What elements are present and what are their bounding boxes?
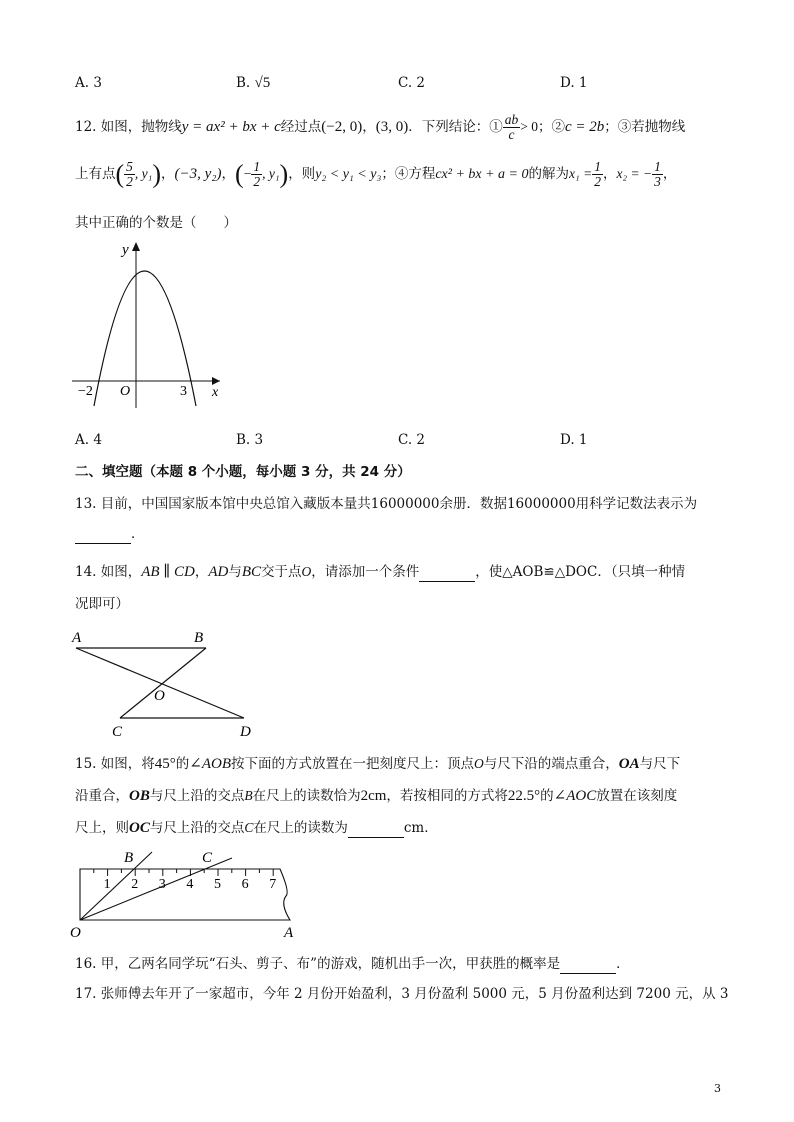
q12-frac-x2: $\frac{1}{3}$ xyxy=(654,159,661,189)
q11-option-b xyxy=(236,75,270,92)
q12-graph-origin: O xyxy=(120,384,131,399)
q12-frac-1-2: $\frac{1}{2}$ xyxy=(253,159,261,189)
q12-c2-expr: c = 2b xyxy=(564,119,605,135)
q12-line-1 xyxy=(75,113,685,142)
q12-line-2: 上有点( $\frac{5}{2}$ , y₁)，(−3, y₂)，(− $\frac{1}{2}$ , y₁)，则y₂ < y₁ < y₃；④方程cx² + bx + a = 0的解为x₁ = $\frac{1}{2}$ ，x₂ = − $\frac{1}{3}$ ， xyxy=(75,159,677,189)
q12-option-a: A. 4 xyxy=(75,432,102,448)
q14-parallel: AB ∥ CD xyxy=(141,564,195,580)
q11-option-a: A. 3 xyxy=(75,75,102,91)
q12-point-2: (3, 0) xyxy=(375,119,409,135)
q15-ruler-tick-label: 1 xyxy=(103,877,111,892)
q14-segment-bc xyxy=(120,648,206,718)
q12-c2: ；② xyxy=(537,119,565,135)
q14-label-c: C xyxy=(112,724,123,740)
q15-ruler-tick-label: 7 xyxy=(269,877,277,892)
q12-expr: y = ax² + bx + c xyxy=(181,119,281,135)
q12-graph-neg2: −2 xyxy=(78,384,93,399)
q15-line-1: 15. 如图，将45°的∠AOB按下面的方式放置在一把刻度尺上：顶点O与尺下沿的端点重合，OA与尺下 xyxy=(75,756,681,772)
q14-label-d: D xyxy=(240,724,251,740)
q12-c3: ；③若抛物线 xyxy=(604,119,686,135)
q12-c4: ；④方程 xyxy=(381,166,436,182)
q13-answer-line: ． xyxy=(75,524,145,544)
q12-sep: ， xyxy=(362,119,376,135)
q12-then: ，则 xyxy=(288,166,316,182)
q12-pt-c-y: , y₁ xyxy=(262,166,280,181)
q12-conclusions: ．下列结论：① xyxy=(408,119,503,135)
q12-frac-x1: $\frac{1}{2}$ xyxy=(594,159,601,189)
q14-label-a: A xyxy=(72,630,82,646)
q12-line2-a: 上有点 xyxy=(75,166,116,182)
q15-blank xyxy=(348,823,404,838)
q13-text: 13. 目前，中国国家版本馆中央总馆入藏版本量共16000000余册．数据16000000用科学记数法表示为 xyxy=(75,496,698,512)
q11-option-b-value: √5 xyxy=(254,75,271,91)
q12-intro: 12. 如图，抛物线 xyxy=(75,119,182,135)
q15-line-2: 沿重合，OB与尺上沿的交点B在尺上的读数恰为2cm，若按相同的方式将22.5°的∠AOC放置在该刻度 xyxy=(75,788,678,804)
q14-label-o: O xyxy=(154,688,165,704)
q14-segment-ad xyxy=(76,648,244,718)
q15-ruler-figure xyxy=(68,844,308,944)
q11-option-c: C. 2 xyxy=(398,75,426,91)
q12-option-c: C. 2 xyxy=(398,432,426,448)
q16-blank xyxy=(560,959,616,974)
q16-line: 16. 甲，乙两名同学玩“石头、剪子、布”的游戏，随机出手一次，甲获胜的概率是 ． xyxy=(75,956,630,972)
q15-label-a: A xyxy=(284,925,294,941)
q12-frac-5-2: $\frac{5}{2}$ xyxy=(126,159,133,189)
q11-option-b-label: B. xyxy=(236,75,251,91)
q14-label-b: B xyxy=(194,630,204,646)
section-heading: 二、填空题（本题 8 个小题，每小题 3 分，共 24 分） xyxy=(75,464,411,480)
q12-x-arrow-icon xyxy=(212,377,220,385)
q15-ruler-tick-label: 5 xyxy=(214,877,221,892)
page-number: 3 xyxy=(714,1082,721,1095)
q12-graph-x-label: x xyxy=(212,385,219,400)
q14-blank xyxy=(419,567,475,582)
q12-x1: x₁ = xyxy=(569,166,593,181)
q12-y-arrow-icon xyxy=(132,242,140,251)
q12-pt-a-y: , y₁ xyxy=(134,166,153,181)
q14-line-2: 况即可） xyxy=(75,596,129,612)
q15-ruler-tick-label: 6 xyxy=(241,877,249,892)
q15-ruler-tick-label: 3 xyxy=(158,877,166,892)
q12-gt0: > 0 xyxy=(520,119,538,134)
q15-label-b: B xyxy=(124,850,134,866)
q15-ruler-tick-label: 2 xyxy=(131,877,139,892)
q14-figure xyxy=(68,628,268,740)
q12-x2: x₂ = − xyxy=(616,166,653,181)
q12-pt-c-minus: − xyxy=(243,166,252,181)
q12-point-b: (−3, y₂) xyxy=(174,166,222,182)
q15-label-c: C xyxy=(202,850,213,866)
q12-parabola-graph xyxy=(70,236,240,416)
q15-line-3: 尺上，则OC与尺上沿的交点C在尺上的读数为 cm． xyxy=(75,820,438,836)
q15-ruler-tick-label: 4 xyxy=(186,877,194,892)
q12-graph-y-label: y xyxy=(122,242,129,258)
q12-option-d: D. 1 xyxy=(560,432,588,448)
q15-label-o: O xyxy=(70,925,81,941)
q12-solution: 的解为 xyxy=(528,166,570,182)
q12-equation: cx² + bx + a = 0 xyxy=(435,167,529,182)
q17-text: 17. 张师傅去年开了一家超市，今年 2 月份开始盈利，3 月份盈利 5000 元，5 月份盈利达到 7200 元，从 3 xyxy=(75,986,729,1002)
q12-option-b: B. 3 xyxy=(236,432,264,448)
q12-point-1: (−2, 0) xyxy=(321,119,363,135)
q12-line-3: 其中正确的个数是（ ） xyxy=(75,215,237,231)
q12-frac-ab-c: $\frac{ab}{c}$ xyxy=(504,112,519,142)
q14-line-1: 14. 如图，AB ∥ CD，AD与BC交于点O，请添加一个条件 ，使△AOB≌△DOC．（只填一种情 xyxy=(75,564,686,580)
q15-ray-ob xyxy=(80,852,152,920)
q12-inequality: y₂ < y₁ < y₃ xyxy=(315,167,382,182)
q16-text: 16. 甲，乙两名同学玩“石头、剪子、布”的游戏，随机出手一次，甲获胜的概率是 xyxy=(75,956,561,972)
q13-blank xyxy=(75,529,131,544)
q12-passes: 经过点 xyxy=(280,119,322,135)
q11-option-d: D. 1 xyxy=(560,75,588,91)
q12-graph-three: 3 xyxy=(180,384,187,399)
